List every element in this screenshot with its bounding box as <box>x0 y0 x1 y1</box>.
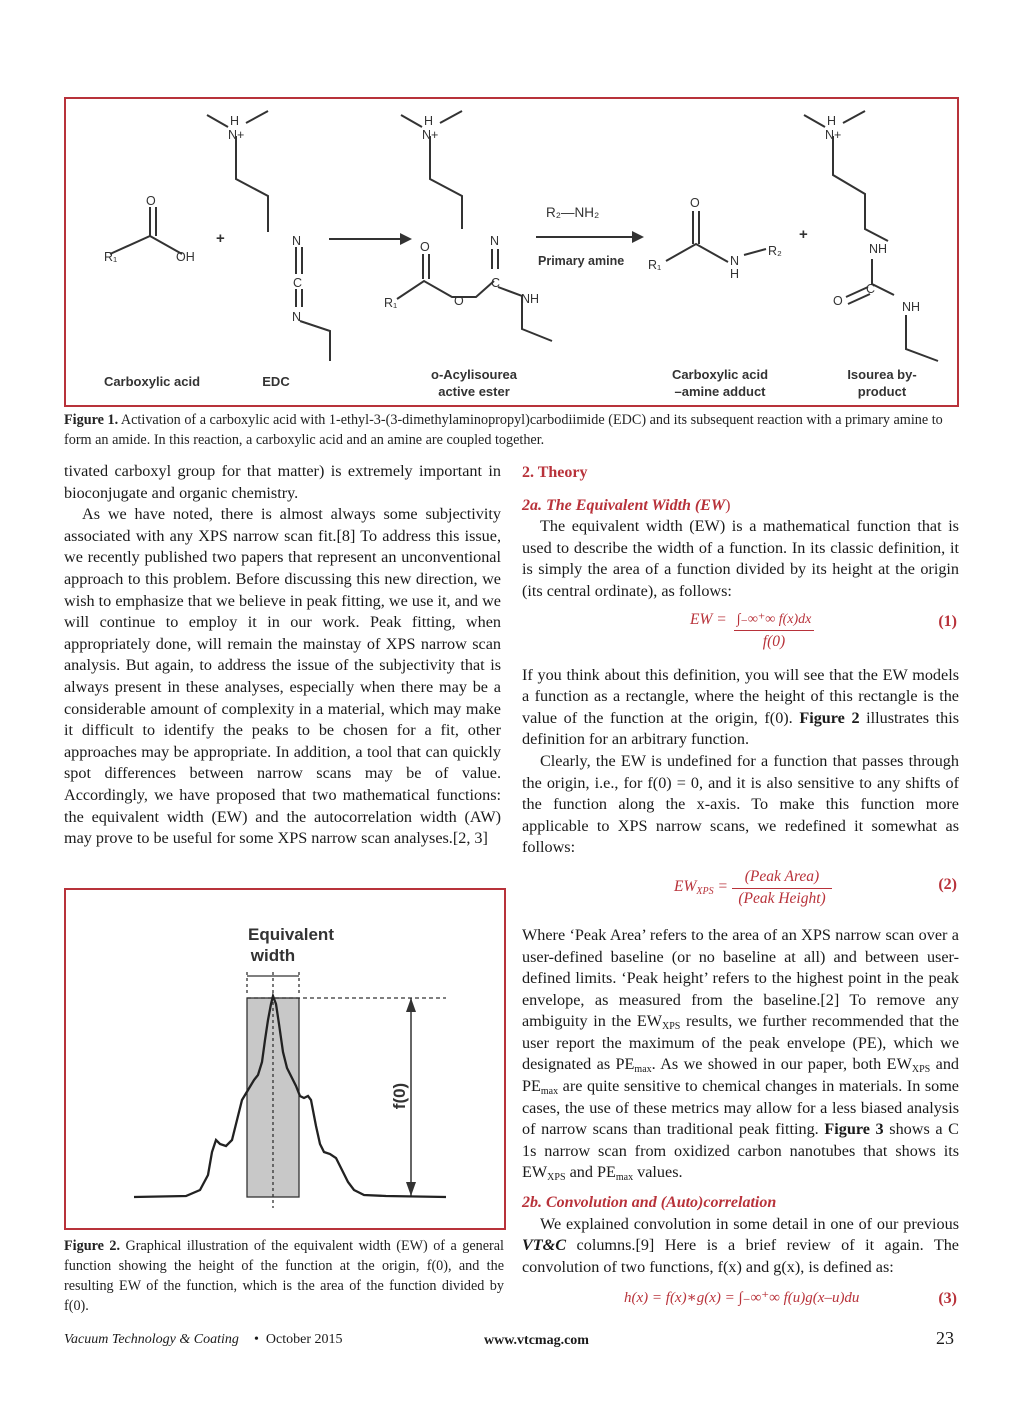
right-paragraph-1: The equivalent width (EW) is a mathematical function that is used to describe the width of a function. In its classic definition, it is simply the area of a function divided by its height at the origin (its central ordinate), as follows: <box>522 517 959 600</box>
f1-nh-2: NH <box>869 242 888 256</box>
figure-2-caption-label: Figure 2. <box>64 1238 121 1254</box>
f1-h-4: H <box>827 114 837 128</box>
label-carboxylic-acid: Carboxylic acid <box>103 374 201 389</box>
figure-2-caption-text: Graphical illustration of the equivalent width (EW) of a general function showing the height of the function at the origin, f(0), and the resulting EW of the function, which is the area of the function divided by f(0). <box>64 1238 504 1314</box>
f1-n-3: N <box>490 234 500 248</box>
figure-1-caption-text: Activation of a carboxylic acid with 1-ethyl-3-(3-dimethylaminopropyl)carbodiimide (EDC) and its subsequent reaction with a primary amine to form an amide. In this reaction, a carboxylic acid and an amine are coupled together. <box>64 412 943 448</box>
figure-2-caption <box>64 1236 504 1316</box>
f1-r1-3: R₁ <box>648 258 662 272</box>
subsection-heading-convolution: 2b. Convolution and (Auto)correlation <box>522 1194 777 1212</box>
f1-o-1: O <box>146 194 156 208</box>
right-column <box>522 462 959 1310</box>
label-active-ester-1: o-Acylisourea <box>431 367 517 382</box>
left-paragraph-2: As we have noted, there is almost always some subjectivity associated with any XPS narrow scan fit.[8] To address this issue, we recently published two papers that represent an unconventional approach to this problem. Before discussing this new direction, we wish to emphasize that we believe in peak fitting, we use it, and we will continue to employ it in our work. Peak fitting, when appropriately done, will remain the mainstay of XPS narrow scan analysis. But again, to address the issue of the subjectivity that is always present in these analyses, especially when there may be a considerable amount of complexity in a material, which may make it difficult to identify the peaks to be chosen for a fit, other approaches may be appropriate. In addition, a tool that can quickly spot differences between narrow scans may be of value. Accordingly, we have proposed that two mathematical functions: the equivalent width (EW) and the autocorrelation width (AW) may prove to be useful for some XPS narrow scan analyses.[2, 3] <box>64 505 501 848</box>
label-adduct-1: Carboxylic acid <box>671 367 769 382</box>
f1-nh-3: NH <box>902 300 921 314</box>
f1-o-4: O <box>690 196 700 210</box>
left-column <box>64 461 501 850</box>
f1-r2: R₂ <box>768 244 782 258</box>
equation-3: h(x) = f(x)∗g(x) = ∫₋∞⁺∞ f(u)g(x–u)du (3) <box>624 1290 957 1308</box>
f1-oh: OH <box>176 250 195 264</box>
f1-h-2: H <box>424 114 434 128</box>
f1-o-3: O <box>454 294 464 308</box>
label-byproduct-1: Isourea by- <box>847 367 917 382</box>
figure-2-plot <box>66 890 504 1228</box>
page-number: 23 <box>936 1328 954 1348</box>
label-byproduct-2: product <box>857 384 907 399</box>
f1-n-4: N <box>730 254 740 268</box>
label-adduct-2: –amine adduct <box>674 384 766 399</box>
figure-1-caption-label: Figure 1. <box>64 412 119 428</box>
f1-c-3: C <box>866 282 876 296</box>
figure-1-scheme <box>66 99 957 405</box>
f1-h-3: H <box>730 267 740 281</box>
f1-primary-amine: Primary amine <box>538 254 625 268</box>
equation-2: $EW_{XPS}$ = (Peak Area) (Peak Height) (2) <box>674 867 957 907</box>
f1-reagent: R₂—NH₂ <box>546 205 600 220</box>
right-paragraph-5: We explained convolution in some detail in one of our previous VT&C columns.[9] Here is a brief review of it again. The convolution of two functions, f(x) and g(x), is defined as: <box>522 1214 959 1276</box>
figure-1-caption <box>64 410 959 450</box>
f1-n-2: N <box>292 310 302 324</box>
label-edc: EDC <box>262 374 290 389</box>
f1-h-1: H <box>230 114 240 128</box>
fig2-axis-label: f(0) <box>390 1082 409 1110</box>
f1-c-1: C <box>293 276 303 290</box>
equation-1: EW = ∫₋∞⁺∞ f(x)dx f(0) (1) <box>690 610 957 650</box>
f1-r1-2: R₁ <box>384 296 398 310</box>
f1-n-1: N <box>292 234 302 248</box>
f1-o-5: O <box>833 294 843 308</box>
f1-nh-1: NH <box>521 292 540 306</box>
right-paragraph-4: Where ‘Peak Area’ refers to the area of an XPS narrow scan over a user-defined baseline (or no baseline at all) and between user-defined limits. ‘Peak height’ refers to the highest point in the peak envelope, as measured from the baseline.[2] To remove any ambiguity in the $EW_{XPS}$ results, we further recommended that the user report the maximum of the peak envelope (PE), which we designated as $PE_{max}$. As we showed in our paper, both $EW_{XPS}$ and $PE_{max}$ are quite sensitive to chemical changes in materials. In some cases, the use of these metrics may allow for a less biased analysis of narrow scans than traditional peak fitting. Figure 3 shows a C 1s narrow scan from oxidized carbon nanotubes that shows its $EW_{XPS}$ and $PE_{max}$ values. <box>522 925 960 1184</box>
f1-nplus-2: N+ <box>422 128 439 142</box>
f1-plus-2: + <box>799 226 808 243</box>
footer-date: • October 2015 <box>254 1332 343 1347</box>
subsection-heading-ew: 2a. The Equivalent Width (EW) <box>522 495 731 514</box>
figure-2 <box>64 888 506 1230</box>
f1-plus-1: + <box>216 230 225 247</box>
right-paragraph-2: If you think about this definition, you will see that the EW models a function as a rectangle, where the height of this rectangle is the value of the function at the origin, f(0). Figure 2 illustrates this definition for an arbitrary function. <box>522 665 960 749</box>
figure-1 <box>64 97 959 407</box>
fig2-title-1: Equivalent <box>248 925 334 944</box>
fig2-title-2: width <box>250 946 296 965</box>
label-active-ester-2: active ester <box>438 384 510 399</box>
right-paragraph-3: Clearly, the EW is undefined for a function that passes through the origin, i.e., for f(0) = 0, and it is also sensitive to any shifts of the function along the x-axis. To make this function more applicable to XPS narrow scans, we redefined it somewhat as follows: <box>522 751 959 857</box>
footer-url[interactable]: www.vtcmag.com <box>484 1333 589 1348</box>
f1-r1-1: R₁ <box>104 250 118 264</box>
f1-o-2: O <box>420 240 430 254</box>
left-paragraph-1: tivated carboxyl group for that matter) is extremely important in bioconjugate and organic chemistry. <box>64 462 501 502</box>
footer-journal: Vacuum Technology & Coating <box>64 1332 239 1347</box>
f1-c-2: C <box>491 276 501 290</box>
f1-nplus-1: N+ <box>228 128 245 142</box>
section-heading-theory: 2. Theory <box>522 464 588 481</box>
f1-nplus-3: N+ <box>825 128 842 142</box>
